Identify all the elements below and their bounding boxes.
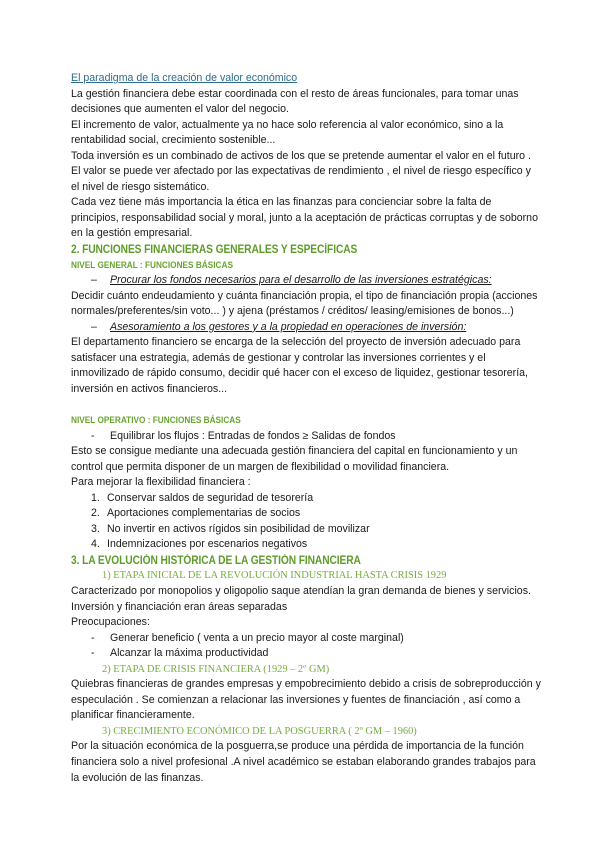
nivel-general-subheading: NIVEL GENERAL : FUNCIONES BÁSICAS <box>71 259 233 271</box>
operativo-text: Esto se consigue mediante una adecuada gestión financiera del capital en funcionamiento y un control que permita disponer de un margen de flexibilidad o movilidad financiera. <box>71 445 518 473</box>
flexibility-intro: Para mejorar la flexibilidad financiera : <box>71 476 251 489</box>
stage-2-text: Quiebras financieras de grandes empresas y empobrecimiento debido a crisis de sobreproducción y especulación . Se comienzan a relacionar las inversiones y fuentes de financiación , así como a planificar financieramente. <box>71 678 541 722</box>
dash-marker: – <box>91 320 97 333</box>
preocupacion-text: Alcanzar la máxima productividad <box>110 647 269 660</box>
nivel-operativo-subheading: NIVEL OPERATIVO : FUNCIONES BÁSICAS <box>71 414 241 426</box>
list-item-text: Aportaciones complementarias de socios <box>107 507 301 520</box>
preocupacion-text: Generar beneficio ( venta a un precio mayor al coste marginal) <box>110 631 404 644</box>
stage-1-text: Caracterizado por monopolios y oligopolio saque atendían la gran demanda de bienes y servicios. Inversión y financiación eran áreas separadas <box>71 585 531 613</box>
list-number: 4. <box>91 538 100 551</box>
intro-paragraph: Toda inversión es un combinado de activos de los que se pretende aumentar el valor en el futuro . El valor se puede ver afectado por las expectativas de rendimiento , el nivel de riesgo específico y el nivel de riesgo sistemático. <box>71 149 531 193</box>
intro-paragraph: El incremento de valor, actualmente ya no hace solo referencia al valor económico, sino a la rentabilidad social, crecimiento sostenible... <box>71 118 504 147</box>
stage-3-title: 3) CRECIMIENTO ECONÓMICO DE LA POSGUERRA ( 2º GM – 1960) <box>102 725 417 737</box>
list-item <box>71 522 541 538</box>
list-item <box>71 506 541 522</box>
preocupaciones-label: Preocupaciones: <box>71 616 150 629</box>
list-item-text: No invertir en activos rígidos sin posibilidad de movilizar <box>107 522 370 535</box>
intro-paragraph: Cada vez tiene más importancia la ética en las finanzas para concienciar sobre la falta de principios, responsabilidad social y moral, junto a la aceptación de prácticas corruptas y de soborno en la gestión empresarial. <box>71 196 538 240</box>
intro-paragraph: La gestión financiera debe estar coordinada con el resto de áreas funcionales, para tomar unas decisiones que aumenten el valor del negocio. <box>71 87 519 116</box>
list-item-text: Conservar saldos de seguridad de tesorería <box>107 491 314 504</box>
list-number: 3. <box>91 522 100 535</box>
general-item-1 <box>71 273 541 289</box>
dash-marker: - <box>91 429 95 442</box>
general-item-2-text: El departamento financiero se encarga de la selección del proyecto de inversión adecuado para satisfacer una estrategia, además de gestionar y controlar las inversiones corrientes y el inmovilizado de rápido consumo, decidir qué hacer con el exceso de liquidez, gestionar tesorería, inversión en activos financieros... <box>71 336 528 395</box>
preocupacion-item <box>71 631 541 647</box>
section-3-heading: 3. LA EVOLUCIÓN HISTÓRICA DE LA GESTIÓN FINANCIERA <box>71 553 361 567</box>
dash-marker: – <box>91 274 97 287</box>
list-item-text: Indemnizaciones por escenarios negativos <box>107 538 308 551</box>
stage-2-title: 2) ETAPA DE CRISIS FINANCIERA (1929 – 2º GM) <box>102 663 330 675</box>
general-item-1-text: Decidir cuánto endeudamiento y cuánta financiación propia, el tipo de financiación propia (acciones normales/preferentes/sin voto... ) y ajena (préstamos / créditos/ leasing/emisiones de bonos...) <box>71 289 538 318</box>
spacer <box>71 397 541 413</box>
stage-1-title: 1) ETAPA INICIAL DE LA REVOLUCIÓN INDUSTRIAL HASTA CRISIS 1929 <box>102 570 447 582</box>
list-item <box>71 537 541 553</box>
general-item-1-title: Procurar los fondos necesarios para el desarrollo de las inversiones estratégicas: <box>110 274 492 287</box>
general-item-2 <box>71 320 541 336</box>
section-title-link[interactable]: El paradigma de la creación de valor económico <box>71 72 298 84</box>
stage-3-text: Por la situación económica de la posguerra,se produce una pérdida de importancia de la función financiera solo a nivel profesional .A nivel académico se estaban elaborando grandes trabajos para la evolución de las finanzas. <box>71 740 536 784</box>
dash-marker: - <box>91 631 95 644</box>
section-2-heading: 2. FUNCIONES FINANCIERAS GENERALES Y ESPECÍFICAS <box>71 243 358 257</box>
list-number: 1. <box>91 491 100 504</box>
operativo-bullet-text: Equilibrar los flujos : Entradas de fondos ≥ Salidas de fondos <box>110 429 396 442</box>
operativo-bullet <box>71 429 541 445</box>
dash-marker: - <box>91 647 95 660</box>
general-item-2-title: Asesoramiento a los gestores y a la propiedad en operaciones de inversión: <box>110 320 467 333</box>
list-number: 2. <box>91 507 100 520</box>
preocupacion-item <box>71 646 541 662</box>
document-content <box>71 71 541 786</box>
list-item <box>71 491 541 507</box>
